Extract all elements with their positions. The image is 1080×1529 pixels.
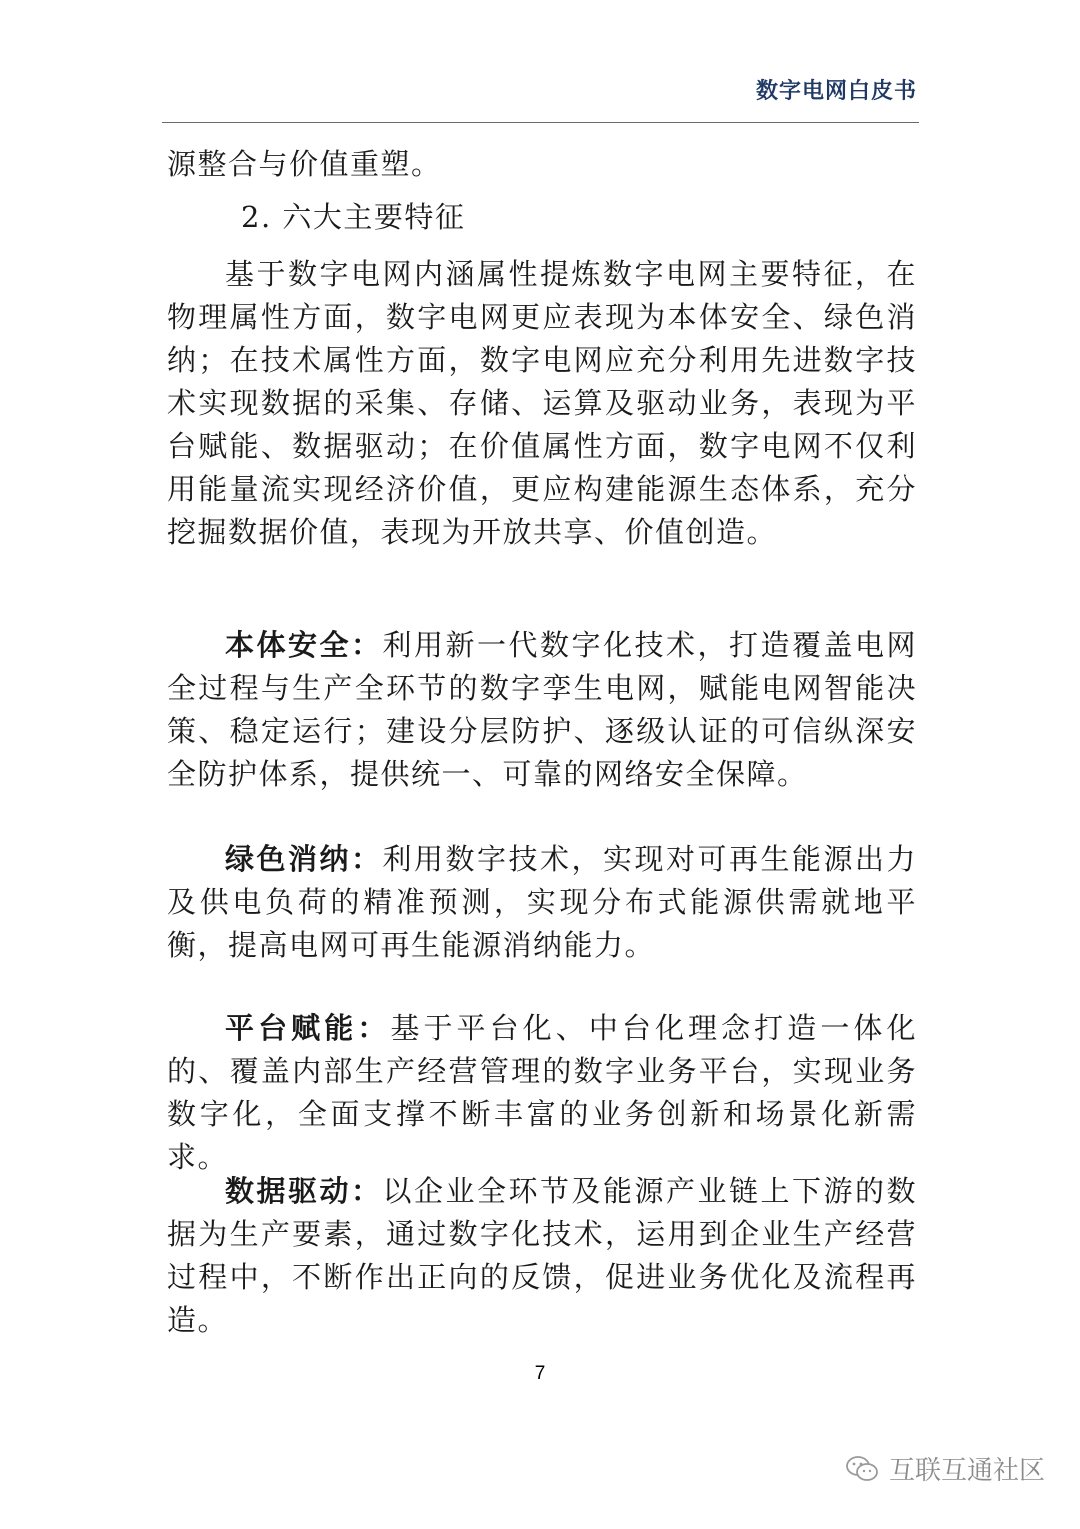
intro-block	[167, 253, 917, 554]
continuation-paragraph: 源整合与价值重塑。	[167, 147, 442, 181]
page-number: 7	[534, 1363, 546, 1384]
feature-block-1	[167, 624, 917, 796]
feature-text: 利用数字技术，实现对可再生能源出力及供电负荷的精准预测，实现分布式能源供需就地平衡，提高电网可再生能源消纳能力。	[167, 842, 917, 962]
wechat-icon	[845, 1454, 879, 1484]
section-heading-block	[167, 196, 917, 239]
feature-paragraph	[167, 624, 917, 796]
feature-paragraph	[167, 838, 917, 967]
feature-term: 平台赋能：	[225, 1011, 391, 1045]
feature-block-4	[167, 1170, 917, 1342]
intro-paragraph: 基于数字电网内涵属性提炼数字电网主要特征，在物理属性方面，数字电网更应表现为本体安全、绿色消纳；在技术属性方面，数字电网应充分利用先进数字技术实现数据的采集、存储、运算及驱动业务，表现为平台赋能、数据驱动；在价值属性方面，数字电网不仅利用能量流实现经济价值，更应构建能源生态体系，充分挖掘数据价值，表现为开放共享、价值创造。	[167, 257, 917, 549]
feature-block-2	[167, 838, 917, 967]
feature-term: 绿色消纳：	[225, 842, 383, 876]
document-header-title: 数字电网白皮书	[755, 79, 917, 104]
feature-term: 本体安全：	[225, 628, 383, 662]
body-continuation	[167, 143, 917, 186]
feature-term: 数据驱动：	[225, 1174, 383, 1208]
feature-paragraph	[167, 1007, 917, 1179]
section-heading: 2. 六大主要特征	[241, 200, 466, 234]
feature-text: 以企业全环节及能源产业链上下游的数据为生产要素，通过数字化技术，运用到企业生产经营过程中，不断作出正向的反馈，促进业务优化及流程再造。	[167, 1174, 917, 1337]
feature-text: 基于平台化、中台化理念打造一体化的、覆盖内部生产经营管理的数字业务平台，实现业务数字化，全面支撑不断丰富的业务创新和场景化新需求。	[167, 1011, 917, 1174]
header-divider	[162, 122, 919, 123]
watermark	[845, 1450, 1045, 1487]
feature-block-3	[167, 1007, 917, 1179]
feature-text: 利用新一代数字化技术，打造覆盖电网全过程与生产全环节的数字孪生电网，赋能电网智能决策、稳定运行；建设分层防护、逐级认证的可信纵深安全防护体系，提供统一、可靠的网络安全保障。	[167, 628, 917, 791]
watermark-text: 互联互通社区	[889, 1456, 1046, 1486]
feature-paragraph	[167, 1170, 917, 1342]
